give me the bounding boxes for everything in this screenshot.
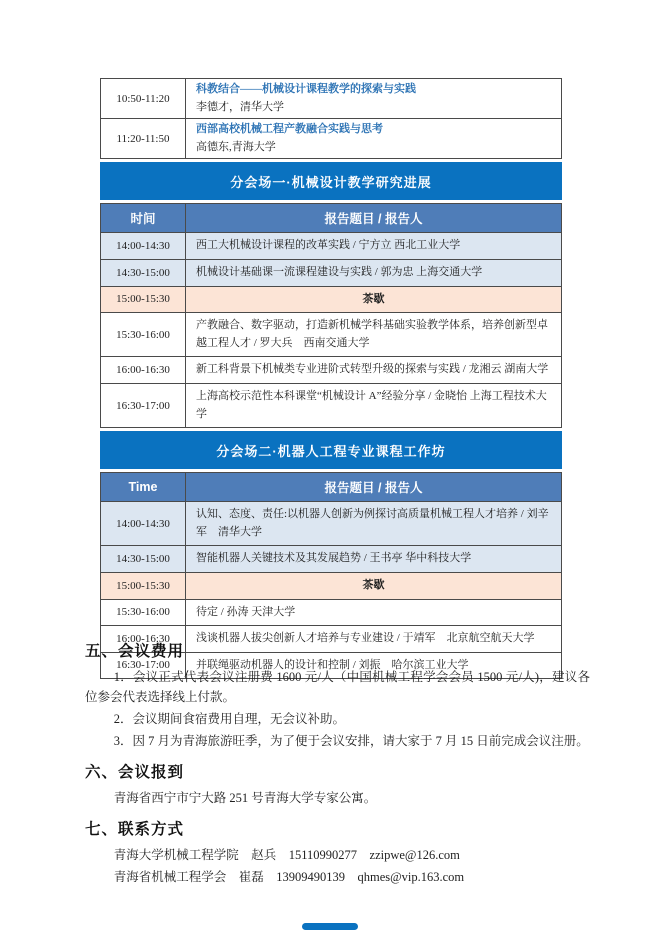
table-row (101, 599, 562, 626)
talk-title: 科教结合——机械设计课程教学的探索与实践 (196, 83, 416, 95)
section-fees (85, 639, 590, 751)
section-heading: 五、会议费用 (85, 643, 185, 660)
topic-cell: 认知、态度、责任:以机器人创新为例探讨高质量机械工程人才培养 / 刘辛军 清华大学 (186, 502, 562, 546)
time-header-cell: Time (101, 473, 186, 502)
table-row (101, 79, 562, 119)
section-paragraph: 3．因 7 月为青海旅游旺季，为了便于会议安排，请大家于 7 月 15 日前完成会议注册。 (113, 734, 589, 748)
contact-line: 青海省机械工程学会 崔磊 13909490139 qhmes@vip.163.com (113, 870, 465, 884)
table-row (101, 233, 562, 260)
table-row (101, 259, 562, 286)
time-header-cell: 时间 (101, 204, 186, 233)
topic-cell: 机械设计基础课一流课程建设与实践 / 郭为忠 上海交通大学 (186, 259, 562, 286)
session1-banner: 分会场一·机械设计教学研究进展 (100, 162, 562, 200)
tea-break-cell: 茶歇 (186, 572, 562, 599)
conference-program (100, 78, 562, 679)
time-cell: 15:00-15:30 (101, 286, 186, 313)
page-indicator-bar (302, 923, 358, 930)
contact-line: 青海大学机械工程学院 赵兵 15110990277 zzipwe@126.com (113, 848, 460, 862)
section-heading: 六、会议报到 (85, 764, 185, 781)
schedule-table-session1 (100, 203, 562, 428)
section-heading: 七、联系方式 (85, 821, 185, 838)
tea-break-row (101, 572, 562, 599)
tea-break-cell: 茶歇 (186, 286, 562, 313)
time-cell: 15:30-16:00 (101, 313, 186, 357)
tea-break-row (101, 286, 562, 313)
table-row (101, 502, 562, 546)
time-cell: 14:30-15:00 (101, 259, 186, 286)
time-cell: 14:00-14:30 (101, 502, 186, 546)
topic-cell: 并联绳驱动机器人的设计和控制 / 刘振 哈尔滨工业大学 (186, 652, 562, 679)
time-cell: 16:00-16:30 (101, 626, 186, 653)
topic-header-cell: 报告题目 / 报告人 (186, 473, 562, 502)
table-header-row (101, 204, 562, 233)
time-cell: 16:00-16:30 (101, 357, 186, 384)
topic-cell: 智能机器人关键技术及其发展趋势 / 王书亭 华中科技大学 (186, 546, 562, 573)
topic-cell: 上海高校示范性本科课堂“机械设计 A”经验分享 / 金晓怡 上海工程技术大学 (186, 383, 562, 427)
topic-cell (186, 79, 562, 119)
section-paragraph: 2．会议期间食宿费用自理，无会议补助。 (113, 712, 346, 726)
topic-cell: 浅谈机器人拔尖创新人才培养与专业建设 / 于靖军 北京航空航天大学 (186, 626, 562, 653)
section-paragraph: 青海省西宁市宁大路 251 号青海大学专家公寓。 (113, 791, 377, 805)
topic-cell: 产教融合、数字驱动，打造新机械学科基础实验教学体系，培养创新型卓越工程人才 / 罗大兵 西南交通大学 (186, 313, 562, 357)
table-row (101, 119, 562, 159)
time-cell: 14:00-14:30 (101, 233, 186, 260)
talk-speaker: 李德才，清华大学 (196, 100, 284, 113)
topic-cell: 西工大机械设计课程的改革实践 / 宁方立 西北工业大学 (186, 233, 562, 260)
section-contacts (85, 817, 590, 887)
time-cell: 16:30-17:00 (101, 383, 186, 427)
talk-speaker: 高德东,青海大学 (196, 140, 276, 153)
table-header-row (101, 473, 562, 502)
topic-header-cell: 报告题目 / 报告人 (186, 204, 562, 233)
table-row (101, 383, 562, 427)
section-paragraph: 1．会议正式代表会议注册费 1600 元/人（中国机械工程学会会员 1500 元/人)，建议各位参会代表选择线上付款。 (85, 670, 590, 704)
topic-cell (186, 119, 562, 159)
time-cell: 10:50-11:20 (101, 79, 186, 119)
schedule-table-plenary (100, 78, 562, 159)
topic-cell: 待定 / 孙涛 天津大学 (186, 599, 562, 626)
document-sections (85, 630, 590, 889)
time-cell: 16:30-17:00 (101, 652, 186, 679)
time-cell: 15:30-16:00 (101, 599, 186, 626)
table-row (101, 546, 562, 573)
table-row (101, 313, 562, 357)
time-cell: 15:00-15:30 (101, 572, 186, 599)
session2-banner: 分会场二·机器人工程专业课程工作坊 (100, 431, 562, 469)
section-checkin (85, 760, 590, 808)
talk-title: 西部高校机械工程产教融合实践与思考 (196, 123, 383, 136)
time-cell: 14:30-15:00 (101, 546, 186, 573)
time-cell: 11:20-11:50 (101, 119, 186, 159)
table-row (101, 357, 562, 384)
topic-cell: 新工科背景下机械类专业进阶式转型升级的探索与实践 / 龙湘云 湖南大学 (186, 357, 562, 384)
